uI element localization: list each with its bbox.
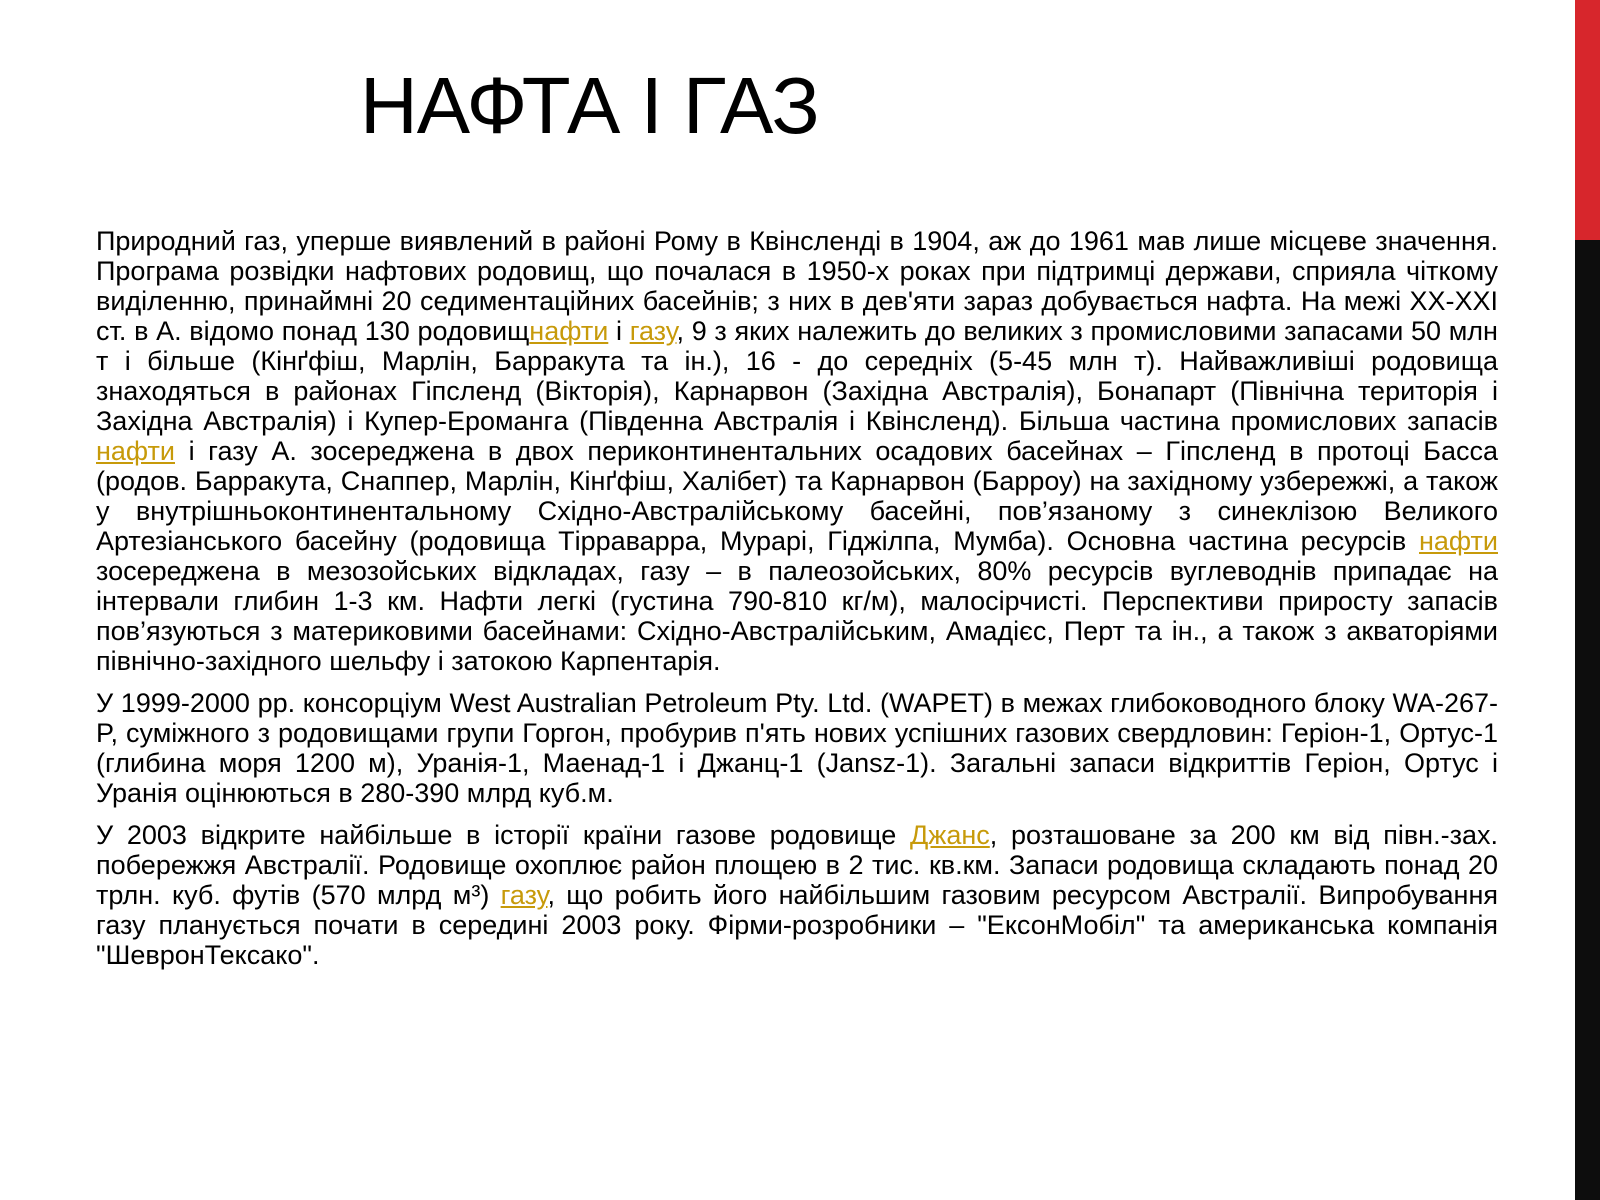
link-dzhans[interactable]: Джанс: [910, 820, 990, 850]
accent-bar-dark: [1575, 240, 1600, 1200]
accent-bar-red: [1575, 0, 1600, 240]
paragraph-jansz-field: [96, 820, 1498, 970]
text-segment: , розташоване за 200 км від півн.-зах. побережжя Австралії. Родовище охоплює район площею в 2 тис. кв.км. Запаси родовища складають понад 20 трлн. куб. футів (570 млрд м³): [96, 820, 1498, 910]
text-segment: У 2003 відкрите найбільше в історії країни газове родовище: [96, 820, 910, 850]
link-nafty[interactable]: нафти: [1419, 526, 1498, 556]
text-segment: і: [608, 316, 630, 346]
link-nafty[interactable]: нафти: [529, 316, 609, 346]
text-segment: і газу А. зосереджена в двох периконтинентальних осадових басейнах – Гіпсленд в протоці Басса (родов. Барракута, Снаппер, Марлін, Кінґфіш, Халібет) та Карнарвон (Барроу) на західному узбережжі, а також у внутрішньоконтинентальному Східно-Австралійському басейні, пов’язаному з синеклізою Великого Артезіанського басейну (родовища Тірраварра, Мурарі, Гіджілпа, Мумба). Основна частина ресурсів: [96, 436, 1498, 556]
paragraph-wapet-drilling: У 1999-2000 рр. консорціум West Australian Petroleum Pty. Ltd. (WAPET) в межах глибоководного блоку WA-267-P, суміжного з родовищами групи Горгон, пробурив п'ять нових успішних газових свердловин: Геріон-1, Ортус-1 (глибина моря 1200 м), Уранія-1, Маенад-1 і Джанц-1 (Jansz-1). Загальні запаси відкриттів Геріон, Ортус і Уранія оцінюються в 280-390 млрд куб.м.: [96, 688, 1498, 808]
text-segment: , що робить його найбільшим газовим ресурсом Австралії. Випробування газу планується почати в середині 2003 року. Фірми-розробники – "ЕксонМобіл" та американська компанія "ШевронТексако".: [96, 880, 1498, 970]
link-gazu[interactable]: газу: [629, 316, 677, 346]
text-segment: зосереджена в мезозойських відкладах, газу – в палеозойських, 80% ресурсів вуглеводнів припадає на інтервали глибин 1-3 км. Нафти легкі (густина 790-810 кг/м), малосірчисті. Перспективи приросту запасів пов’язуються з материковими басейнами: Східно-Австралійським, Амадієс, Перт та ін., а також з акваторіями північно-західного шельфу і затокою Карпентарія.: [96, 556, 1498, 676]
slide-body: [96, 226, 1498, 982]
link-gazu[interactable]: газу: [500, 880, 548, 910]
text-segment: Природний газ, уперше виявлений в районі Рому в Квінсленді в 1904, аж до 1961 мав лише місцеве значення. Програма розвідки нафтових родовищ, що почалася в 1950-х роках при підтримці держави, сприяла чіткому виділенню, принаймні 20 седиментаційних басейнів; з них в дев'яти зараз добувається нафта. На межі XX-XXI ст. в А. відомо понад 130 родовищ: [96, 226, 1498, 346]
text-segment: , 9 з яких належить до великих з промисловими запасами 50 млн т і більше (Кінґфіш, Марлін, Барракута та ін.), 16 - до середніх (5-45 млн т). Найважливіші родовища знаходяться в районах Гіпсленд (Вікторія), Карнарвон (Західна Австралія), Бонапарт (Північна територія і Західна Австралія) і Купер-Еромангa (Південна Австралія і Квінсленд). Більша частина промислових запасів: [96, 316, 1498, 436]
slide-title: НАФТА І ГАЗ: [360, 61, 819, 150]
paragraph-oil-gas-overview: [96, 226, 1498, 676]
link-nafty[interactable]: нафти: [96, 436, 175, 466]
